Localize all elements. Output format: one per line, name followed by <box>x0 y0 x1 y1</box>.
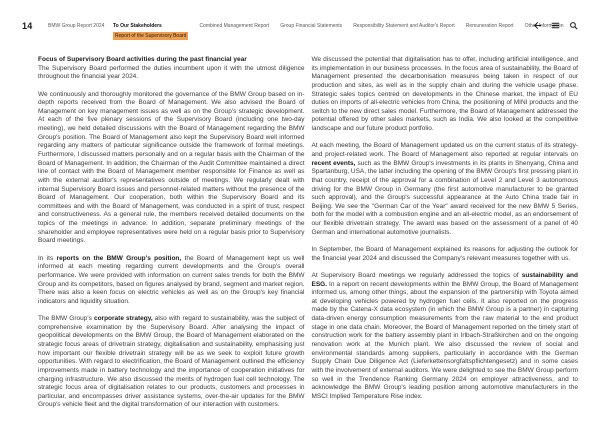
section-heading: Focus of Supervisory Board activities during the past financial year <box>38 56 247 63</box>
nav-link[interactable]: Other Information <box>524 23 564 29</box>
paragraph: At Supervisory Board meetings we regularly addressed the topics of sustainability and ESG. In a report on recent developments within the BMW Group, the Board of Management informed us, among other things, about the expansion of the partnership with Toyota aimed at developing vehicles powered by hydrogen fuel cells. It also reported on the progress made by the Catena-X data ecosystem (in which the BMW Group is a partner) in capturing data-driven energy consumption measurements from the raw material to the end product stage in one data chain. Moreover, the Board of Management reported on the timely start of construction work for the battery assembly plant in Irlbach-Straßkirchen and on the ongoing renovation work at the Munich plant. We also discussed the review of social and environmental standards among suppliers, particularly in accordance with the German Supply Chain Due Diligence Act (Lieferkettensorgfaltspflichtengesetz) and in some cases with the involvement of external auditors. We were delighted to see the BMW Group perform so well in the Trendence Ranking Germany 2024 on employer attractiveness, and to acknowledge the BMW Group's leading position among automotive manufacturers in the MSCI Implied Temperature Rise index. <box>311 271 578 400</box>
paragraph: In September, the Board of Management explained its reasons for adjusting the outlook for the financial year 2024 and discussed the Company's relevant measures together with us. <box>311 246 578 262</box>
nav-item <box>199 23 269 40</box>
paragraph: The Supervisory Board performed the duties incumbent upon it with the utmost diligence throughout the financial year 2024. <box>38 64 305 81</box>
nav-item <box>353 23 455 40</box>
nav-link[interactable]: Responsibility Statement and Auditor's Report <box>353 23 455 29</box>
paragraph: The BMW Group's corporate strategy, also with regard to sustainability, was the subject of comprehensive examination by the Supervisory Board. After analysing the impact of geopolitical developments on the BMW Group, the Board of Management elaborated on the strategic focus areas of drivetrain strategy, digitalisation and sustainability, emphasising just how important our flexible drivetrain strategy will be as we seek to exploit future growth opportunities. With regard to electrification, the Board of Management outlined the efficiency improvements made in battery technology and the importance of cooperation initiatives for charging infrastructure. We also discussed the merits of hydrogen fuel cell technology. The strategic focus area of digitalisation relates to our products, customers and processes in particular, and encompasses driver assistance systems, over-the-air updates for the BMW Group's vehicle fleet and the digital transformation of our interaction with customers. <box>38 315 305 409</box>
nav-link[interactable]: Group Financial Statements <box>280 23 343 29</box>
paragraph: We discussed the potential that digitalisation has to offer, including artificial intelligence, and its implementation in our business processes. In the focus area of sustainability, the Board of Management presented the decarbonisation measures being taken in respect of our production and sites, as well as in the supply chain and during the vehicle usage phase. Strategic sales topics centred on developments in the Chinese market, the impact of EU duties on imports of all-electric vehicles from China, the positioning of MINI products and the switch to the new direct sales model. Furthermore, the Board of Management addressed the potential offered by other sales markets, such as India. We also looked at the competitive landscape and our future product portfolio. <box>311 56 578 133</box>
report-nav <box>113 23 563 40</box>
page-number: 14 <box>22 21 33 31</box>
left-column <box>38 56 305 410</box>
nav-link[interactable]: Remuneration Report <box>465 23 514 29</box>
right-column-paragraphs <box>312 56 579 410</box>
report-title-link[interactable]: BMW Group Report 2024 <box>48 23 105 29</box>
paragraph: In its reports on the BMW Group's position, the Board of Management kept us well informed at each meeting regarding current developments and the Group's overall performance. We were provided with information on current sales trends for both the BMW Group and its competitors, based on figures analysed by brand, segment and market region. There was also a keen focus on electric vehicles as well as on the Group's key financial indicators and liquidity situation. <box>38 254 305 305</box>
paragraph: At each meeting, the Board of Management updated us on the current status of its strategy- and project-related work. The Board of Management also reported at regular intervals on recent events, such as the BMW Group's investments in its plants in Shenyang, China and Spartanburg, USA, the latter including the opening of the BMW Group's first pressing plant in that country, receipt of the approval for a combination of Level 2 and Level 3 autonomous driving for the BMW Group in Germany (the first automotive manufacturer to be granted such approval), and the Group's successful appearance at the Auto China trade fair in Beijing. We see the "German Car of the Year" award received for the new BMW 5 Series, both for the model with a combustion engine and an all-electric model, as an endorsement of our flexible drivetrain strategy. The award was based on the assessment of a panel of 40 German and international automotive journalists. <box>311 142 578 236</box>
nav-item <box>280 23 342 40</box>
nav-sub-link-active[interactable]: Report of the Supervisory Board <box>115 32 187 39</box>
nav-link[interactable]: Combined Management Report <box>199 23 270 29</box>
menu-icon[interactable] <box>551 21 560 30</box>
nav-item <box>466 23 514 40</box>
header-icons <box>533 21 578 30</box>
nav-link[interactable]: To Our Stakeholders <box>113 23 162 29</box>
paragraph: We continuously and thoroughly monitored the governance of the BMW Group based on in-depth reports received from the Board of Management. We also advised the Board of Management on key management issues as well as on the Group's strategic development. At each of the five plenary sessions of the Supervisory Board (including one two-day meeting), we held detailed discussions with the Board of Management regarding the BMW Group's position. The Board of Management also kept the Supervisory Board well informed regarding any matters of particular significance outside the framework of formal meetings. Furthermore, I discussed matters personally and on a regular basis with the Chairman of the Board of Management. In addition, the Chairman of the Audit Committee maintained a direct line of contact with the Board of Management member responsible for Finance as well as with the external auditor's representatives outside of meetings. We regularly dealt with internal Supervisory Board issues and personnel-related matters without the presence of the Board of Management. Our cooperation, both within the Supervisory Board and its committees and with the Board of Management, was conducted in a spirit of trust, respect and constructiveness. As a general rule, the members received detailed documents on the topics of the meetings in advance. In addition, separate preliminary meetings of the shareholder and employee representatives were held on a regular basis prior to Supervisory Board meetings. <box>38 90 305 245</box>
page-content <box>38 56 578 410</box>
left-column-paragraphs <box>38 65 305 410</box>
search-icon[interactable] <box>569 21 578 30</box>
top-nav-bar <box>0 21 600 43</box>
nav-item <box>113 23 188 40</box>
back-arrow-icon[interactable] <box>533 21 542 30</box>
